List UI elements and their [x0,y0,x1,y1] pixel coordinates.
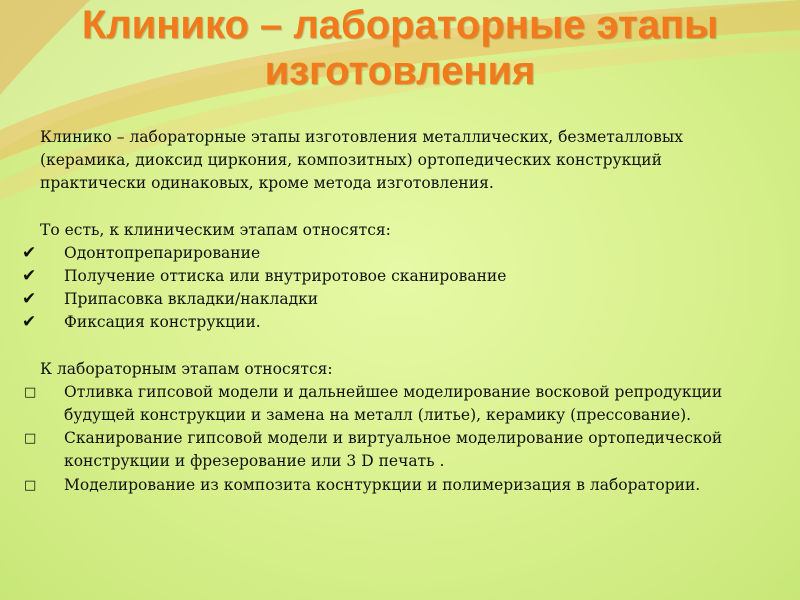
clinical-heading: То есть, к клиническим этапам относятся: [40,220,391,239]
lab-list [24,381,760,497]
list-item: ✔ Фиксация конструкции. [22,312,261,333]
list-item: □ Моделирование из композита коснтуркции и полимеризация в лаборатории. [40,474,760,497]
list-item: ✔ Получение оттиска или внутриротовое сканирование [22,266,507,287]
list-item: ✔ Одонтопрепарирование [22,242,261,263]
clinical-list [22,242,760,335]
slide-title: Клинико – лабораторные этапы изготовления [81,3,719,93]
list-item: ✔ Припасовка вкладки/накладки [22,289,319,310]
check-icon: ✔ [22,266,37,287]
square-bullet-icon: □ [24,431,37,447]
square-bullet-icon: □ [24,477,37,493]
check-icon: ✔ [22,312,37,333]
intro-paragraph: Клинико – лабораторные этапы изготовления металлических, безметалловых (керамика, диоксид циркония, композитных) ортопедических конструкций практически одинаковых, кроме метода изготовления. [40,128,683,193]
slide-body [22,126,760,497]
check-icon: ✔ [22,289,37,310]
check-icon: ✔ [22,242,37,263]
list-item: □ Отливка гипсовой модели и дальнейшее моделирование восковой репродукции будущей конструкции и замена на металл (литье), керамику (прессование). [24,382,723,425]
square-bullet-icon: □ [24,384,37,400]
lab-heading: К лабораторным этапам относятся: [40,359,333,378]
list-item: □ Сканирование гипсовой модели и виртуальное моделирование ортопедической конструкции и фрезерование или 3 D печать . [24,429,723,471]
